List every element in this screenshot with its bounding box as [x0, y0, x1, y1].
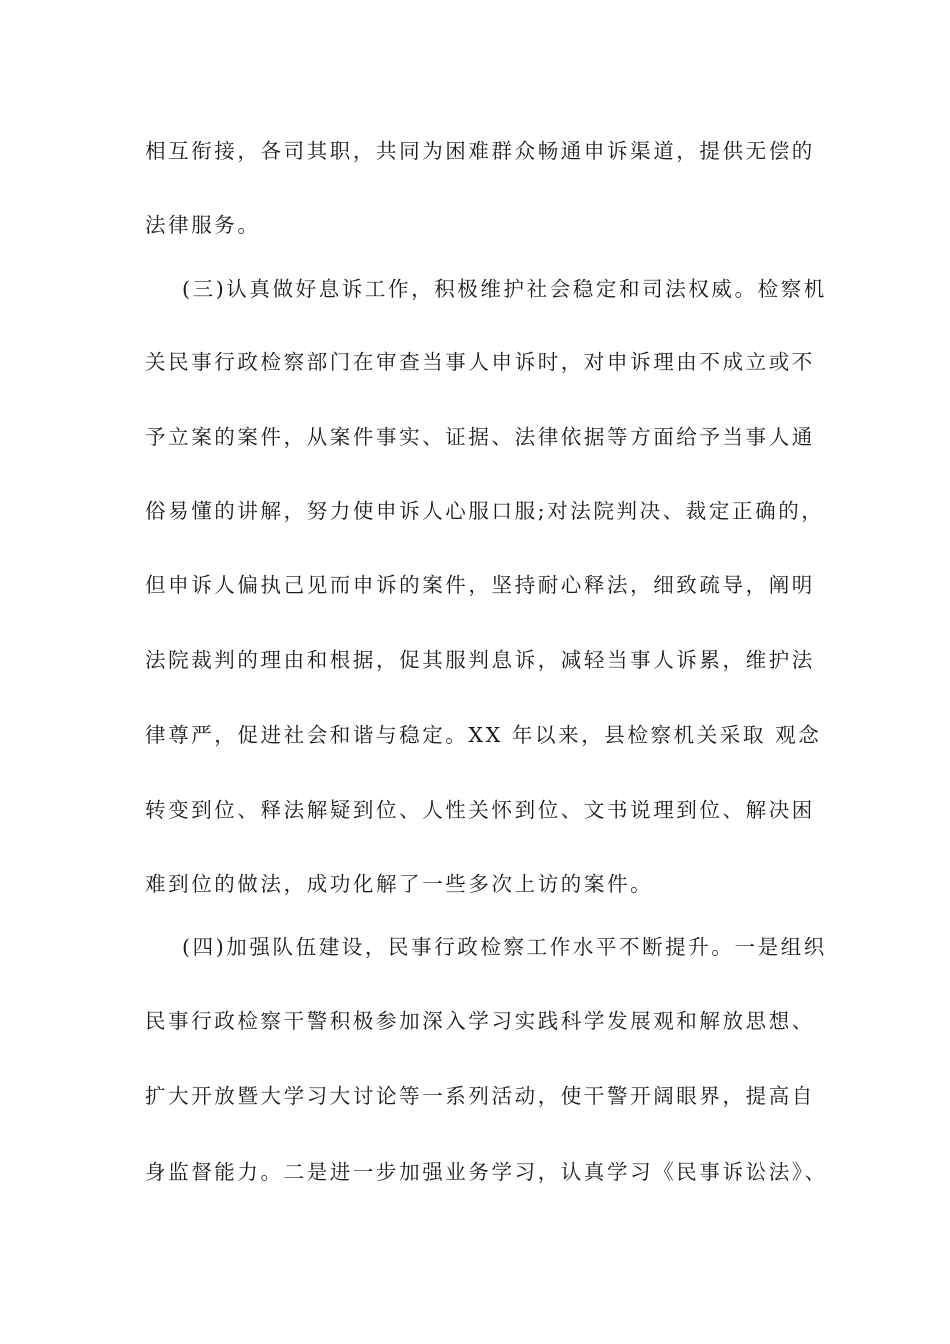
- text-line: 法院裁判的理由和根据，促其服判息诉，减轻当事人诉累，维护法: [145, 648, 815, 672]
- text-line: 难到位的做法，成功化解了一些多次上访的案件。: [145, 872, 654, 896]
- text-line: 转变到位、释法解疑到位、人性关怀到位、文书说理到位、解决困: [145, 798, 815, 822]
- text-line: 扩大开放暨大学习大讨论等一系列活动，使干警开阔眼界，提高自: [145, 1084, 815, 1108]
- text-line: 予立案的案件，从案件事实、证据、法律依据等方面给予当事人通: [145, 425, 815, 449]
- text-line: 俗易懂的讲解，努力使申诉人心服口服;对法院判决、裁定正确的，: [145, 499, 825, 523]
- text-line: 民事行政检察干警积极参加深入学习实践科学发展观和解放思想、: [145, 1009, 815, 1033]
- text-line: 律尊严，促进社会和谐与稳定。XX 年以来，县检察机关采取 观念: [145, 723, 822, 747]
- text-line: 关民事行政检察部门在审查当事人申诉时，对申诉理由不成立或不: [145, 350, 815, 374]
- text-line: 身监督能力。二是进一步加强业务学习，认真学习《民事诉讼法》、: [145, 1160, 828, 1184]
- text-line: 但申诉人偏执己见而申诉的案件，坚持耐心释法，细致疏导，阐明: [145, 573, 815, 597]
- text-line: 法律服务。: [145, 213, 261, 237]
- text-line: (四)加强队伍建设，民事行政检察工作水平不断提升。一是组织: [182, 935, 827, 959]
- text-line: 相互衔接，各司其职，共同为困难群众畅通申诉渠道，提供无偿的: [145, 139, 815, 163]
- text-line: (三)认真做好息诉工作，积极维护社会稳定和司法权威。检察机: [182, 277, 827, 301]
